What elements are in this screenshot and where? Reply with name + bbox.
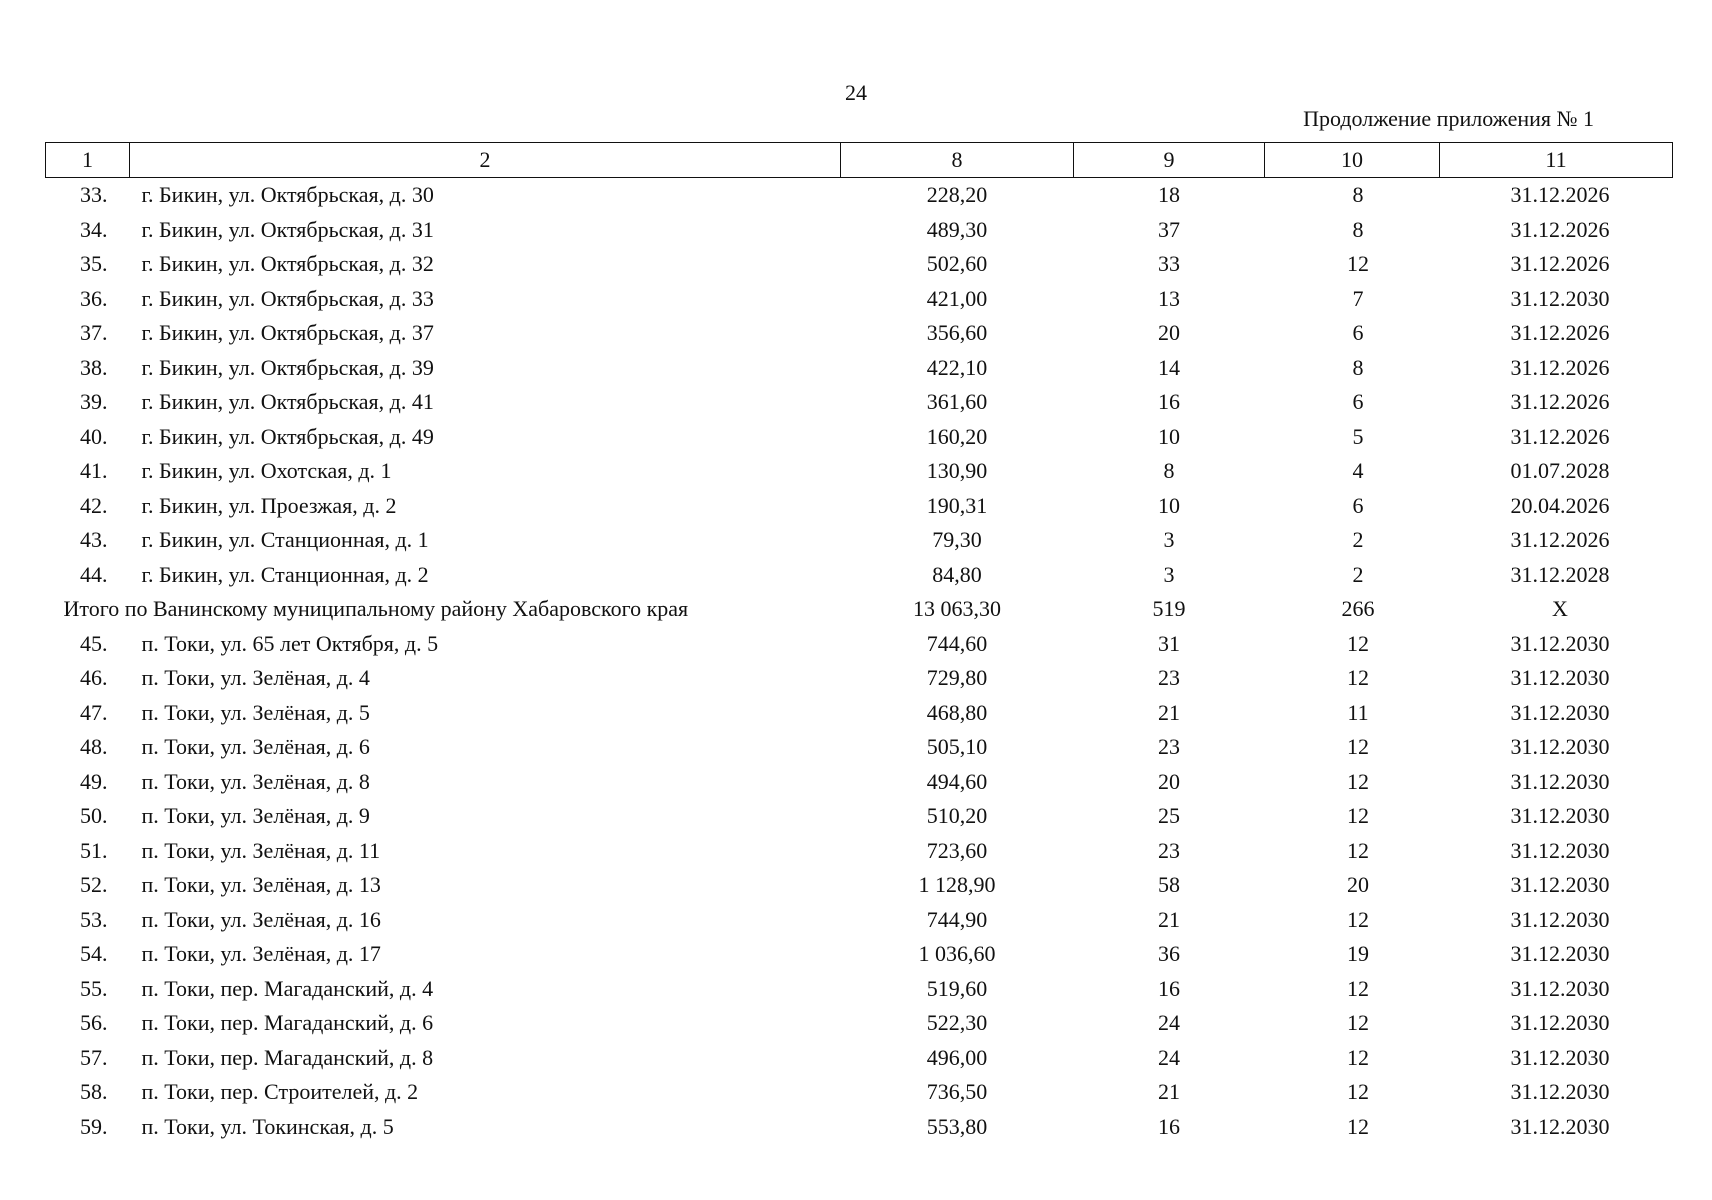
deadline-cell: 31.12.2028 [1510,561,1610,587]
deadline-cell: 31.12.2030 [1510,975,1610,1001]
persons-cell: 25 [1158,803,1180,829]
flats-cell: 12 [1347,251,1369,277]
table-row [46,937,1673,972]
area-cell: 744,60 [926,630,988,656]
address-cell: г. Бикин, ул. Октябрьская, д. 49 [141,423,434,449]
area-cell: 361,60 [926,389,988,415]
persons-cell: 58 [1158,872,1180,898]
persons-cell: 23 [1158,837,1180,863]
flats-cell: 8 [1352,354,1364,380]
table-row [46,558,1673,593]
table-row [46,213,1673,248]
address-cell: п. Токи, ул. Зелёная, д. 13 [141,872,381,898]
persons-cell: 3 [1163,561,1175,587]
row-number: 50. [80,803,108,829]
address-cell: п. Токи, пер. Магаданский, д. 8 [141,1044,434,1070]
persons-cell: 8 [1163,458,1175,484]
flats-cell: 11 [1347,699,1369,725]
persons-cell: 21 [1158,699,1180,725]
area-cell: 468,80 [926,699,988,725]
deadline-cell: 31.12.2030 [1510,699,1610,725]
address-cell: п. Токи, ул. Зелёная, д. 5 [141,699,370,725]
area-cell: 1 128,90 [918,872,996,898]
flats-cell: 6 [1352,492,1364,518]
deadline-cell: 31.12.2030 [1510,768,1610,794]
table-row [46,696,1673,731]
persons-cell: 33 [1158,251,1180,277]
row-number: 57. [80,1044,108,1070]
address-cell: п. Токи, ул. 65 лет Октября, д. 5 [141,630,439,656]
total-persons: 519 [1152,596,1186,622]
deadline-cell: 31.12.2026 [1510,354,1610,380]
address-cell: г. Бикин, ул. Станционная, д. 1 [141,527,429,553]
flats-cell: 2 [1352,561,1364,587]
area-cell: 421,00 [926,285,988,311]
table-header [46,143,1673,178]
row-number: 42. [80,492,108,518]
deadline-cell: 01.07.2028 [1510,458,1610,484]
row-number: 35. [80,251,108,277]
table-row [46,178,1673,213]
row-number: 41. [80,458,108,484]
total-area: 13 063,30 [913,596,1001,622]
address-cell: г. Бикин, ул. Октябрьская, д. 32 [141,251,434,277]
persons-cell: 20 [1158,320,1180,346]
persons-cell: 16 [1158,389,1180,415]
address-cell: п. Токи, пер. Магаданский, д. 6 [141,1010,434,1036]
flats-cell: 4 [1352,458,1364,484]
area-cell: 79,30 [932,527,982,553]
persons-cell: 23 [1158,734,1180,760]
area-cell: 190,31 [926,492,988,518]
deadline-cell: 20.04.2026 [1510,492,1610,518]
table-row [46,1075,1673,1110]
row-number: 43. [80,527,108,553]
row-number: 59. [80,1113,108,1139]
area-cell: 130,90 [926,458,988,484]
total-label: Итого по Ванинскому муниципальному району Хабаровского края [63,596,689,622]
table-row [46,765,1673,800]
row-number: 58. [80,1079,108,1105]
row-number: 56. [80,1010,108,1036]
row-number: 36. [80,285,108,311]
area-cell: 723,60 [926,837,988,863]
area-cell: 84,80 [932,561,982,587]
deadline-cell: 31.12.2026 [1510,389,1610,415]
address-cell: п. Токи, ул. Зелёная, д. 8 [141,768,370,794]
address-cell: г. Бикин, ул. Охотская, д. 1 [141,458,392,484]
area-cell: 502,60 [926,251,988,277]
flats-cell: 12 [1347,1113,1369,1139]
deadline-cell: 31.12.2026 [1510,251,1610,277]
area-cell: 496,00 [926,1044,988,1070]
persons-cell: 20 [1158,768,1180,794]
address-cell: г. Бикин, ул. Станционная, д. 2 [141,561,429,587]
deadline-cell: 31.12.2030 [1510,665,1610,691]
area-cell: 489,30 [926,216,988,242]
deadline-cell: 31.12.2030 [1510,906,1610,932]
total-flats: 266 [1341,596,1375,622]
deadline-cell: 31.12.2026 [1510,423,1610,449]
area-cell: 356,60 [926,320,988,346]
address-cell: п. Токи, ул. Зелёная, д. 9 [141,803,370,829]
address-cell: п. Токи, ул. Токинская, д. 5 [141,1113,394,1139]
area-cell: 522,30 [926,1010,988,1036]
deadline-cell: 31.12.2030 [1510,734,1610,760]
persons-cell: 13 [1158,285,1180,311]
header-row [46,143,1673,178]
address-cell: г. Бикин, ул. Проезжая, д. 2 [141,492,397,518]
flats-cell: 2 [1352,527,1364,553]
row-number: 53. [80,906,108,932]
table-row [46,627,1673,662]
flats-cell: 19 [1347,941,1369,967]
table-row [46,730,1673,765]
table-row [46,1041,1673,1076]
area-cell: 519,60 [926,975,988,1001]
address-cell: г. Бикин, ул. Октябрьская, д. 33 [141,285,434,311]
row-number: 34. [80,216,108,242]
persons-cell: 14 [1158,354,1180,380]
persons-cell: 3 [1163,527,1175,553]
area-cell: 494,60 [926,768,988,794]
column-header: 10 [1265,143,1440,178]
persons-cell: 21 [1158,906,1180,932]
area-cell: 744,90 [926,906,988,932]
table-row [46,972,1673,1007]
flats-cell: 5 [1352,423,1364,449]
area-cell: 505,10 [926,734,988,760]
row-number: 54. [80,941,108,967]
address-cell: п. Токи, ул. Зелёная, д. 6 [141,734,370,760]
address-cell: п. Токи, ул. Зелёная, д. 17 [141,941,381,967]
column-header: 1 [46,143,130,178]
area-cell: 422,10 [926,354,988,380]
column-header: 8 [841,143,1074,178]
persons-cell: 10 [1158,492,1180,518]
address-cell: г. Бикин, ул. Октябрьская, д. 30 [141,182,434,208]
deadline-cell: 31.12.2030 [1510,872,1610,898]
address-cell: п. Токи, ул. Зелёная, д. 16 [141,906,381,932]
table-row [46,1110,1673,1145]
address-cell: п. Токи, пер. Строителей, д. 2 [141,1079,419,1105]
persons-cell: 36 [1158,941,1180,967]
address-cell: п. Токи, пер. Магаданский, д. 4 [141,975,434,1001]
row-number: 51. [80,837,108,863]
appendix-continuation-label: Продолжение приложения № 1 [1303,106,1594,131]
table-row [46,489,1673,524]
flats-cell: 12 [1347,1079,1369,1105]
deadline-cell: 31.12.2030 [1510,1010,1610,1036]
table-row [46,385,1673,420]
persons-cell: 24 [1158,1044,1180,1070]
column-header: 2 [130,143,841,178]
row-number: 48. [80,734,108,760]
total-row [46,592,1673,627]
address-cell: п. Токи, ул. Зелёная, д. 11 [141,837,381,863]
row-number: 39. [80,389,108,415]
flats-cell: 12 [1347,975,1369,1001]
address-cell: г. Бикин, ул. Октябрьская, д. 31 [141,216,434,242]
flats-cell: 12 [1347,665,1369,691]
persons-cell: 31 [1158,630,1180,656]
flats-cell: 8 [1352,182,1364,208]
table-row [46,868,1673,903]
area-cell: 553,80 [926,1113,988,1139]
deadline-cell: 31.12.2026 [1510,320,1610,346]
table-body [46,178,1673,1145]
persons-cell: 18 [1158,182,1180,208]
area-cell: 1 036,60 [918,941,996,967]
deadline-cell: 31.12.2030 [1510,941,1610,967]
deadline-cell: 31.12.2026 [1510,182,1610,208]
persons-cell: 16 [1158,975,1180,1001]
deadline-cell: 31.12.2030 [1510,285,1610,311]
deadline-cell: 31.12.2030 [1510,803,1610,829]
area-cell: 729,80 [926,665,988,691]
column-header: 11 [1440,143,1673,178]
table-row [46,316,1673,351]
flats-cell: 7 [1352,285,1364,311]
area-cell: 510,20 [926,803,988,829]
table-row [46,247,1673,282]
deadline-cell: 31.12.2030 [1510,1113,1610,1139]
deadline-cell: 31.12.2030 [1510,1079,1610,1105]
table-row [46,661,1673,696]
flats-cell: 6 [1352,320,1364,346]
table-row [46,420,1673,455]
deadline-cell: 31.12.2026 [1510,216,1610,242]
persons-cell: 21 [1158,1079,1180,1105]
deadline-cell: 31.12.2030 [1510,1044,1610,1070]
total-deadline: Х [1552,596,1568,622]
flats-cell: 12 [1347,837,1369,863]
address-cell: г. Бикин, ул. Октябрьская, д. 41 [141,389,434,415]
row-number: 44. [80,561,108,587]
area-cell: 160,20 [926,423,988,449]
address-cell: г. Бикин, ул. Октябрьская, д. 37 [141,320,434,346]
area-cell: 228,20 [926,182,988,208]
row-number: 49. [80,768,108,794]
persons-cell: 37 [1158,216,1180,242]
row-number: 40. [80,423,108,449]
persons-cell: 23 [1158,665,1180,691]
table-row [46,282,1673,317]
table-row [46,799,1673,834]
row-number: 47. [80,699,108,725]
table-row [46,351,1673,386]
row-number: 38. [80,354,108,380]
row-number: 37. [80,320,108,346]
row-number: 45. [80,630,108,656]
table-row [46,1006,1673,1041]
table-row [46,523,1673,558]
deadline-cell: 31.12.2030 [1510,630,1610,656]
deadline-cell: 31.12.2026 [1510,527,1610,553]
flats-cell: 12 [1347,803,1369,829]
flats-cell: 12 [1347,734,1369,760]
table-row [46,454,1673,489]
flats-cell: 12 [1347,630,1369,656]
row-number: 55. [80,975,108,1001]
table-row [46,903,1673,938]
flats-cell: 12 [1347,1010,1369,1036]
area-cell: 736,50 [926,1079,988,1105]
address-cell: п. Токи, ул. Зелёная, д. 4 [141,665,370,691]
table-row [46,834,1673,869]
flats-cell: 12 [1347,906,1369,932]
persons-cell: 24 [1158,1010,1180,1036]
flats-cell: 12 [1347,768,1369,794]
persons-cell: 16 [1158,1113,1180,1139]
housing-table [45,142,1673,1144]
row-number: 46. [80,665,108,691]
row-number: 33. [80,182,108,208]
column-header: 9 [1074,143,1265,178]
flats-cell: 8 [1352,216,1364,242]
row-number: 52. [80,872,108,898]
page-number: 24 [845,80,867,105]
flats-cell: 12 [1347,1044,1369,1070]
address-cell: г. Бикин, ул. Октябрьская, д. 39 [141,354,434,380]
deadline-cell: 31.12.2030 [1510,837,1610,863]
flats-cell: 6 [1352,389,1364,415]
persons-cell: 10 [1158,423,1180,449]
flats-cell: 20 [1347,872,1369,898]
